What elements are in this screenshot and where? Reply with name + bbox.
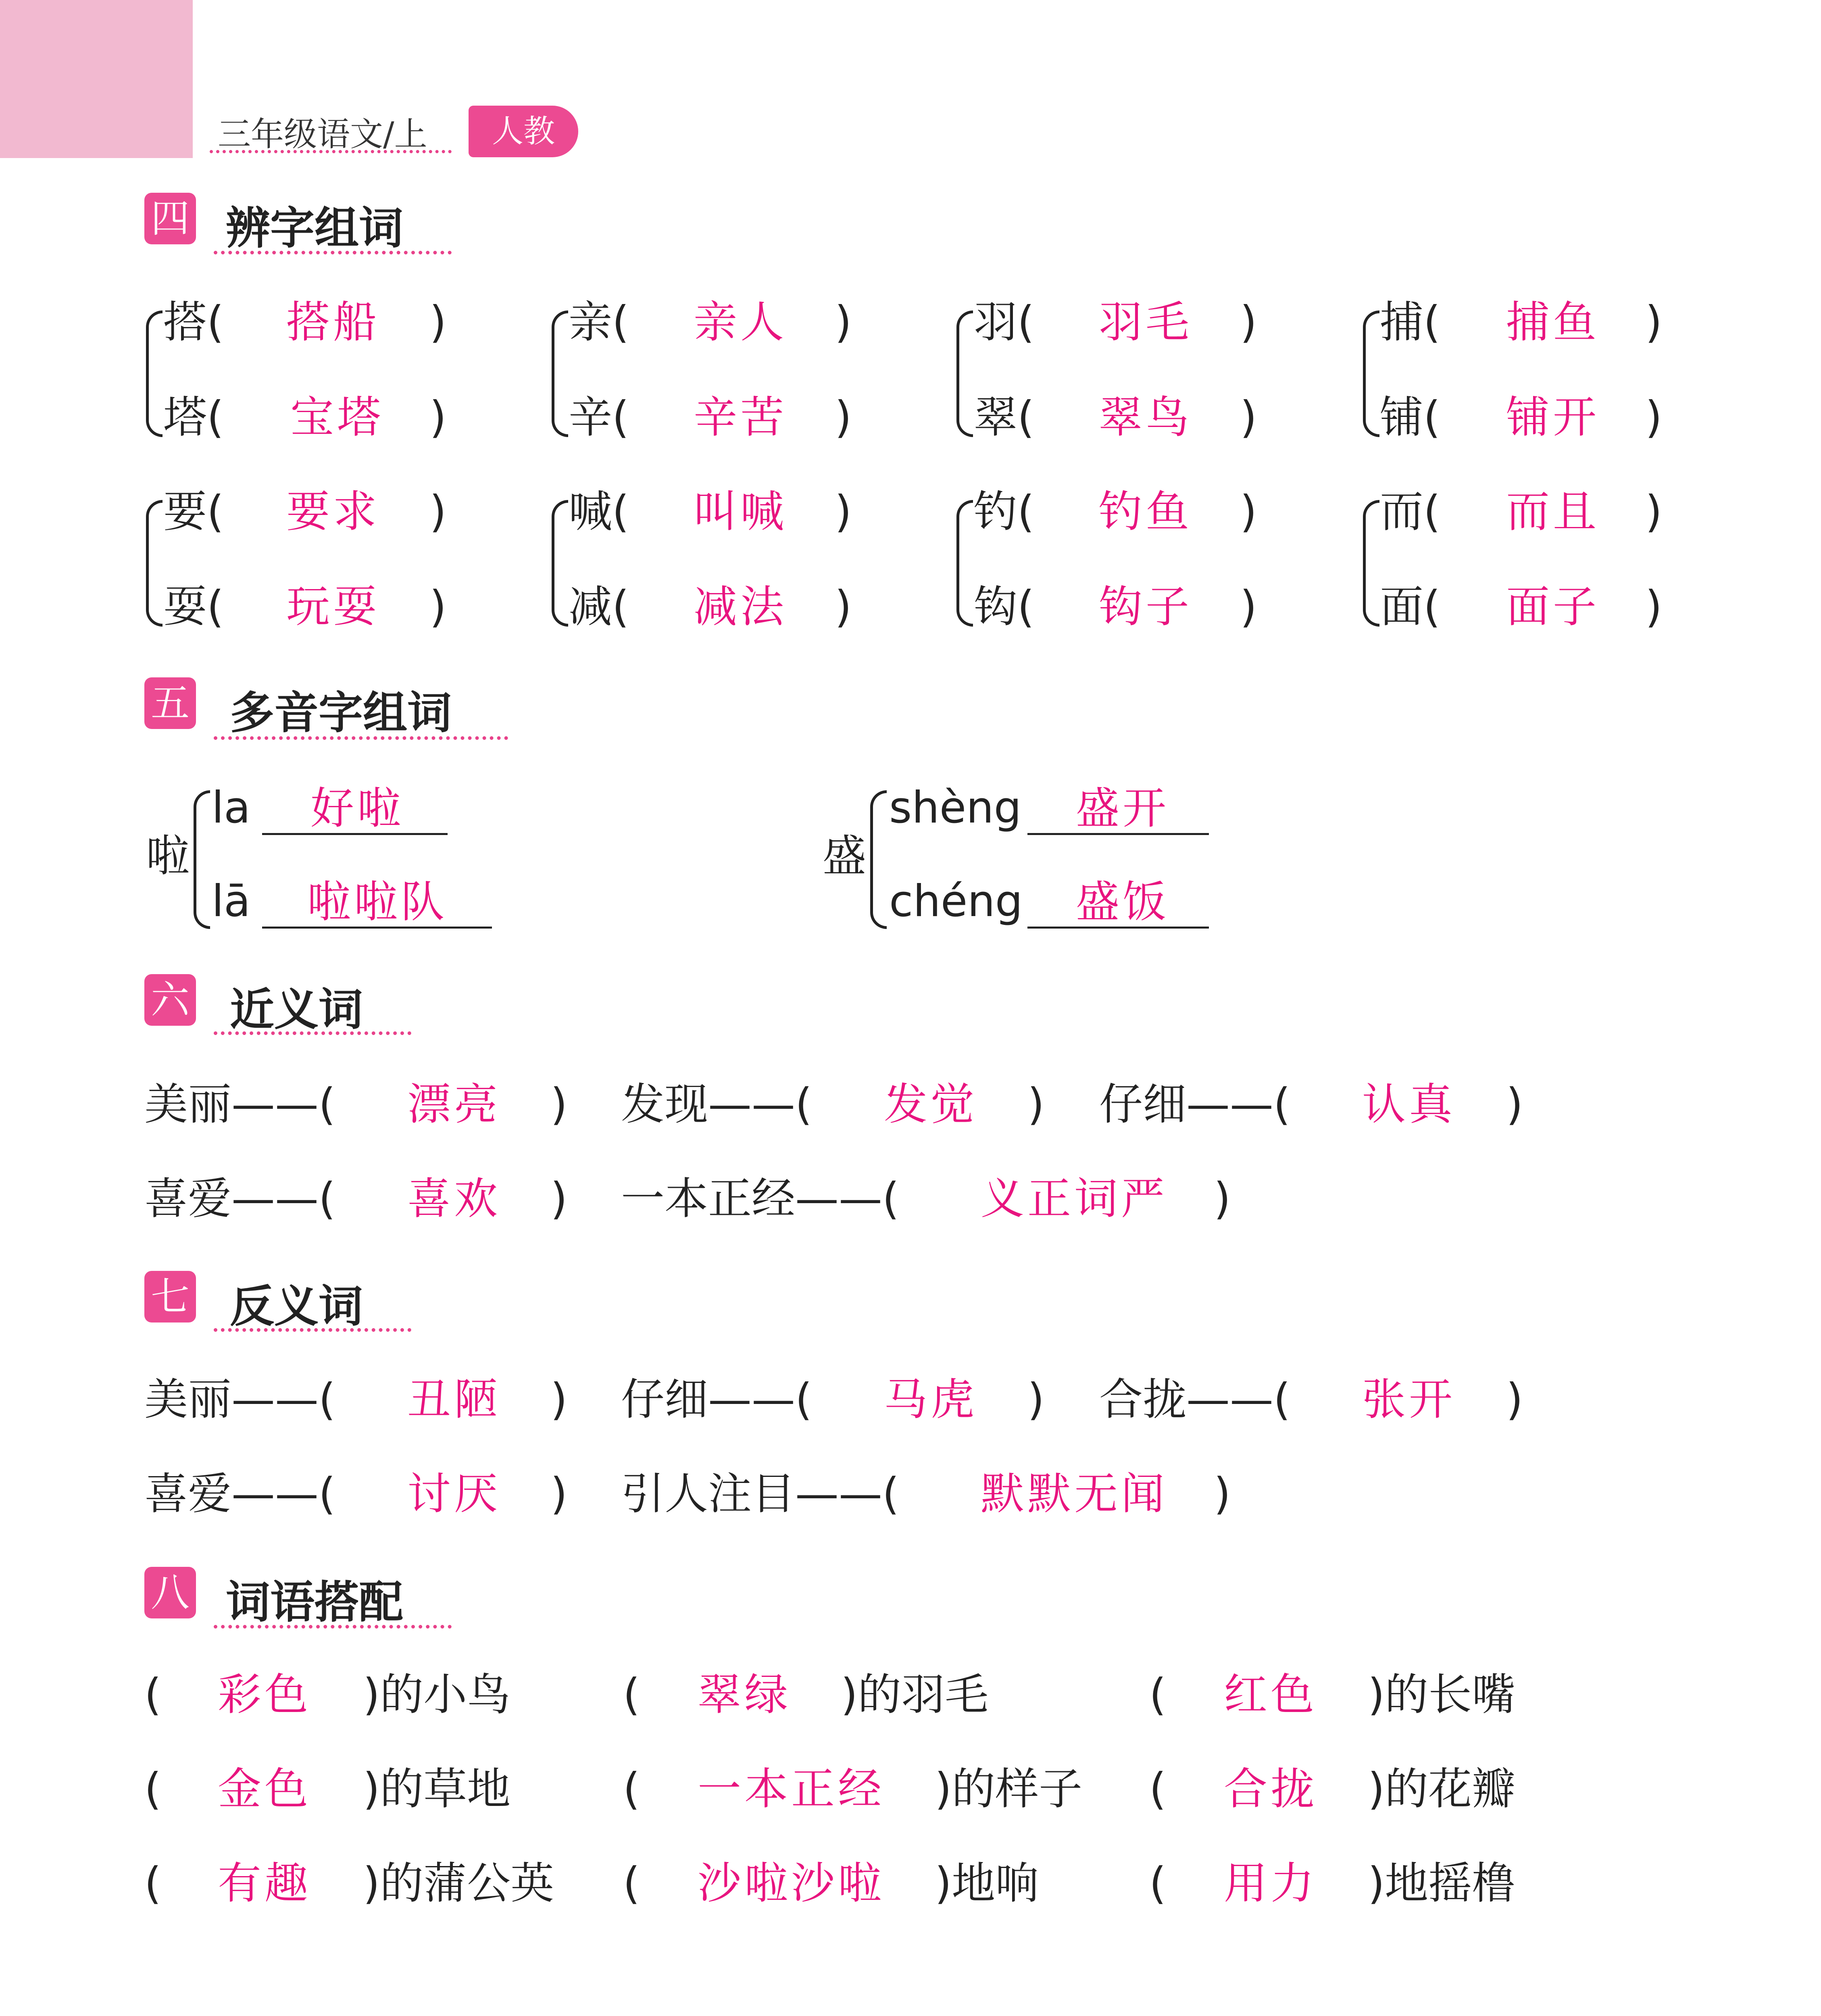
- close-paren: ): [550, 1469, 568, 1519]
- char-prompt: 而(: [1380, 487, 1441, 537]
- antonym-question: 仔细——(: [621, 1375, 813, 1425]
- answer: 漂亮: [407, 1079, 501, 1130]
- char-prompt: 喊(: [569, 487, 629, 537]
- synonym-question: 喜爱——(: [144, 1174, 336, 1224]
- char-prompt: 要(: [163, 487, 224, 537]
- header-divider: [210, 150, 452, 153]
- pinyin: lā: [212, 876, 251, 927]
- collocation-suffix: )地摇橹: [1368, 1858, 1516, 1909]
- answer: 丑陋: [407, 1375, 501, 1425]
- char-prompt: 铺(: [1380, 392, 1441, 443]
- answer: 用力: [1224, 1858, 1318, 1909]
- char-prompt: 耍(: [163, 582, 224, 632]
- answer: 有趣: [218, 1858, 312, 1909]
- answer: 叫喊: [694, 487, 788, 537]
- open-paren: (: [623, 1764, 640, 1814]
- close-paren: ): [1027, 1375, 1045, 1425]
- open-paren: (: [144, 1764, 162, 1814]
- char-prompt: 亲(: [569, 297, 629, 348]
- answer: 认真: [1362, 1079, 1456, 1130]
- close-paren: ): [1645, 487, 1663, 537]
- open-paren: (: [1149, 1858, 1167, 1909]
- collocation-suffix: )的小鸟: [363, 1670, 511, 1720]
- answer: 羽毛: [1099, 297, 1193, 348]
- antonym-question: 美丽——(: [144, 1375, 336, 1425]
- answer: 翠绿: [698, 1670, 792, 1720]
- close-paren: ): [1027, 1079, 1045, 1130]
- collocation-suffix: )的花瓣: [1368, 1764, 1516, 1814]
- answer: 盛饭: [1076, 877, 1170, 927]
- close-paren: ): [1240, 297, 1257, 348]
- answer: 钓鱼: [1099, 487, 1193, 537]
- close-paren: ): [429, 582, 447, 632]
- section-title-five: 多音字组词: [230, 687, 452, 739]
- collocation-suffix: )的蒲公英: [363, 1858, 554, 1909]
- open-paren: (: [144, 1858, 162, 1909]
- corner-decoration: [0, 0, 193, 158]
- section-title-four: 辨字组词: [226, 202, 403, 254]
- char-prompt: 羽(: [974, 297, 1035, 348]
- pinyin: la: [212, 783, 251, 833]
- answer: 减法: [694, 582, 788, 632]
- brace: [146, 500, 163, 627]
- brace: [1363, 500, 1379, 627]
- brace: [870, 790, 887, 929]
- answer-line: [262, 833, 448, 835]
- char-prompt: 塔(: [163, 392, 224, 443]
- answer: 张开: [1362, 1375, 1456, 1425]
- answer: 义正词严: [981, 1174, 1168, 1224]
- section-number-four: 四: [144, 193, 196, 244]
- close-paren: ): [1214, 1469, 1231, 1519]
- polyphone-char: 啦: [146, 831, 190, 881]
- close-paren: ): [1506, 1375, 1523, 1425]
- answer: 辛苦: [694, 392, 788, 443]
- section-underline: [214, 1625, 452, 1629]
- answer-line: [1027, 833, 1209, 835]
- open-paren: (: [623, 1670, 640, 1720]
- answer: 铺开: [1506, 392, 1600, 443]
- open-paren: (: [1149, 1764, 1167, 1814]
- answer: 亲人: [694, 297, 788, 348]
- close-paren: ): [1240, 582, 1257, 632]
- answer: 盛开: [1076, 783, 1170, 834]
- close-paren: ): [1506, 1079, 1523, 1130]
- collocation-suffix: )的草地: [363, 1764, 511, 1814]
- char-prompt: 减(: [569, 582, 629, 632]
- section-underline: [214, 1328, 411, 1332]
- answer: 金色: [218, 1764, 312, 1814]
- close-paren: ): [429, 487, 447, 537]
- answer: 喜欢: [407, 1174, 501, 1224]
- answer: 玩耍: [286, 582, 380, 632]
- answer: 讨厌: [407, 1469, 501, 1519]
- answer: 一本正经: [698, 1764, 885, 1814]
- open-paren: (: [623, 1858, 640, 1909]
- edition-badge: 人教: [469, 106, 578, 157]
- char-prompt: 搭(: [163, 297, 224, 348]
- answer: 啦啦队: [307, 877, 448, 927]
- section-underline: [214, 736, 508, 740]
- brace: [552, 500, 568, 627]
- answer: 面子: [1506, 582, 1600, 632]
- answer-line: [262, 927, 492, 929]
- pinyin: shèng: [889, 783, 1022, 833]
- section-underline: [214, 251, 452, 254]
- antonym-question: 喜爱——(: [144, 1469, 336, 1519]
- section-number-five: 五: [144, 677, 196, 729]
- synonym-question: 仔细——(: [1099, 1079, 1291, 1130]
- section-number-six: 六: [144, 974, 196, 1026]
- brace: [552, 310, 568, 437]
- section-title-eight: 词语搭配: [226, 1577, 403, 1628]
- char-prompt: 辛(: [569, 392, 629, 443]
- open-paren: (: [144, 1670, 162, 1720]
- collocation-suffix: )的羽毛: [841, 1670, 989, 1720]
- answer: 钩子: [1099, 582, 1193, 632]
- answer: 搭船: [286, 297, 380, 348]
- close-paren: ): [1214, 1174, 1231, 1224]
- char-prompt: 翠(: [974, 392, 1035, 443]
- synonym-question: 发现——(: [621, 1079, 813, 1130]
- close-paren: ): [1240, 392, 1257, 443]
- char-prompt: 钩(: [974, 582, 1035, 632]
- section-number-eight: 八: [144, 1567, 196, 1618]
- synonym-question: 一本正经——(: [621, 1174, 900, 1224]
- close-paren: ): [835, 582, 852, 632]
- brace: [1363, 310, 1379, 437]
- close-paren: ): [835, 487, 852, 537]
- close-paren: ): [550, 1174, 568, 1224]
- close-paren: ): [429, 297, 447, 348]
- close-paren: ): [1240, 487, 1257, 537]
- section-title-six: 近义词: [230, 984, 363, 1035]
- char-prompt: 钓(: [974, 487, 1035, 537]
- answer: 沙啦沙啦: [698, 1858, 885, 1909]
- collocation-suffix: )的样子: [935, 1764, 1083, 1814]
- close-paren: ): [550, 1375, 568, 1425]
- close-paren: ): [1645, 582, 1663, 632]
- answer: 默默无闻: [981, 1469, 1168, 1519]
- answer: 捕鱼: [1506, 297, 1600, 348]
- polyphone-char: 盛: [823, 831, 867, 881]
- answer: 马虎: [884, 1375, 978, 1425]
- answer: 而且: [1506, 487, 1600, 537]
- close-paren: ): [1645, 297, 1663, 348]
- section-number-seven: 七: [144, 1271, 196, 1322]
- brace: [956, 500, 973, 627]
- answer: 彩色: [218, 1670, 312, 1720]
- section-title-seven: 反义词: [230, 1281, 363, 1332]
- section-underline: [214, 1031, 411, 1035]
- collocation-suffix: )的长嘴: [1368, 1670, 1516, 1720]
- pinyin: chéng: [889, 876, 1023, 927]
- close-paren: ): [550, 1079, 568, 1130]
- antonym-question: 引人注目——(: [621, 1469, 900, 1519]
- close-paren: ): [429, 392, 447, 443]
- answer: 红色: [1224, 1670, 1318, 1720]
- close-paren: ): [1645, 392, 1663, 443]
- char-prompt: 捕(: [1380, 297, 1441, 348]
- brace: [194, 790, 210, 929]
- answer: 发觉: [884, 1079, 978, 1130]
- close-paren: ): [835, 392, 852, 443]
- open-paren: (: [1149, 1670, 1167, 1720]
- antonym-question: 合拢——(: [1099, 1375, 1291, 1425]
- answer: 好啦: [310, 783, 404, 834]
- close-paren: ): [835, 297, 852, 348]
- collocation-suffix: )地响: [935, 1858, 1039, 1909]
- char-prompt: 面(: [1380, 582, 1441, 632]
- answer: 宝塔: [290, 392, 384, 443]
- answer: 合拢: [1224, 1764, 1318, 1814]
- brace: [146, 310, 163, 437]
- header-title: 三年级语文/上: [218, 115, 427, 154]
- answer: 要求: [286, 487, 380, 537]
- answer-line: [1027, 927, 1209, 929]
- answer: 翠鸟: [1099, 392, 1193, 443]
- brace: [956, 310, 973, 437]
- synonym-question: 美丽——(: [144, 1079, 336, 1130]
